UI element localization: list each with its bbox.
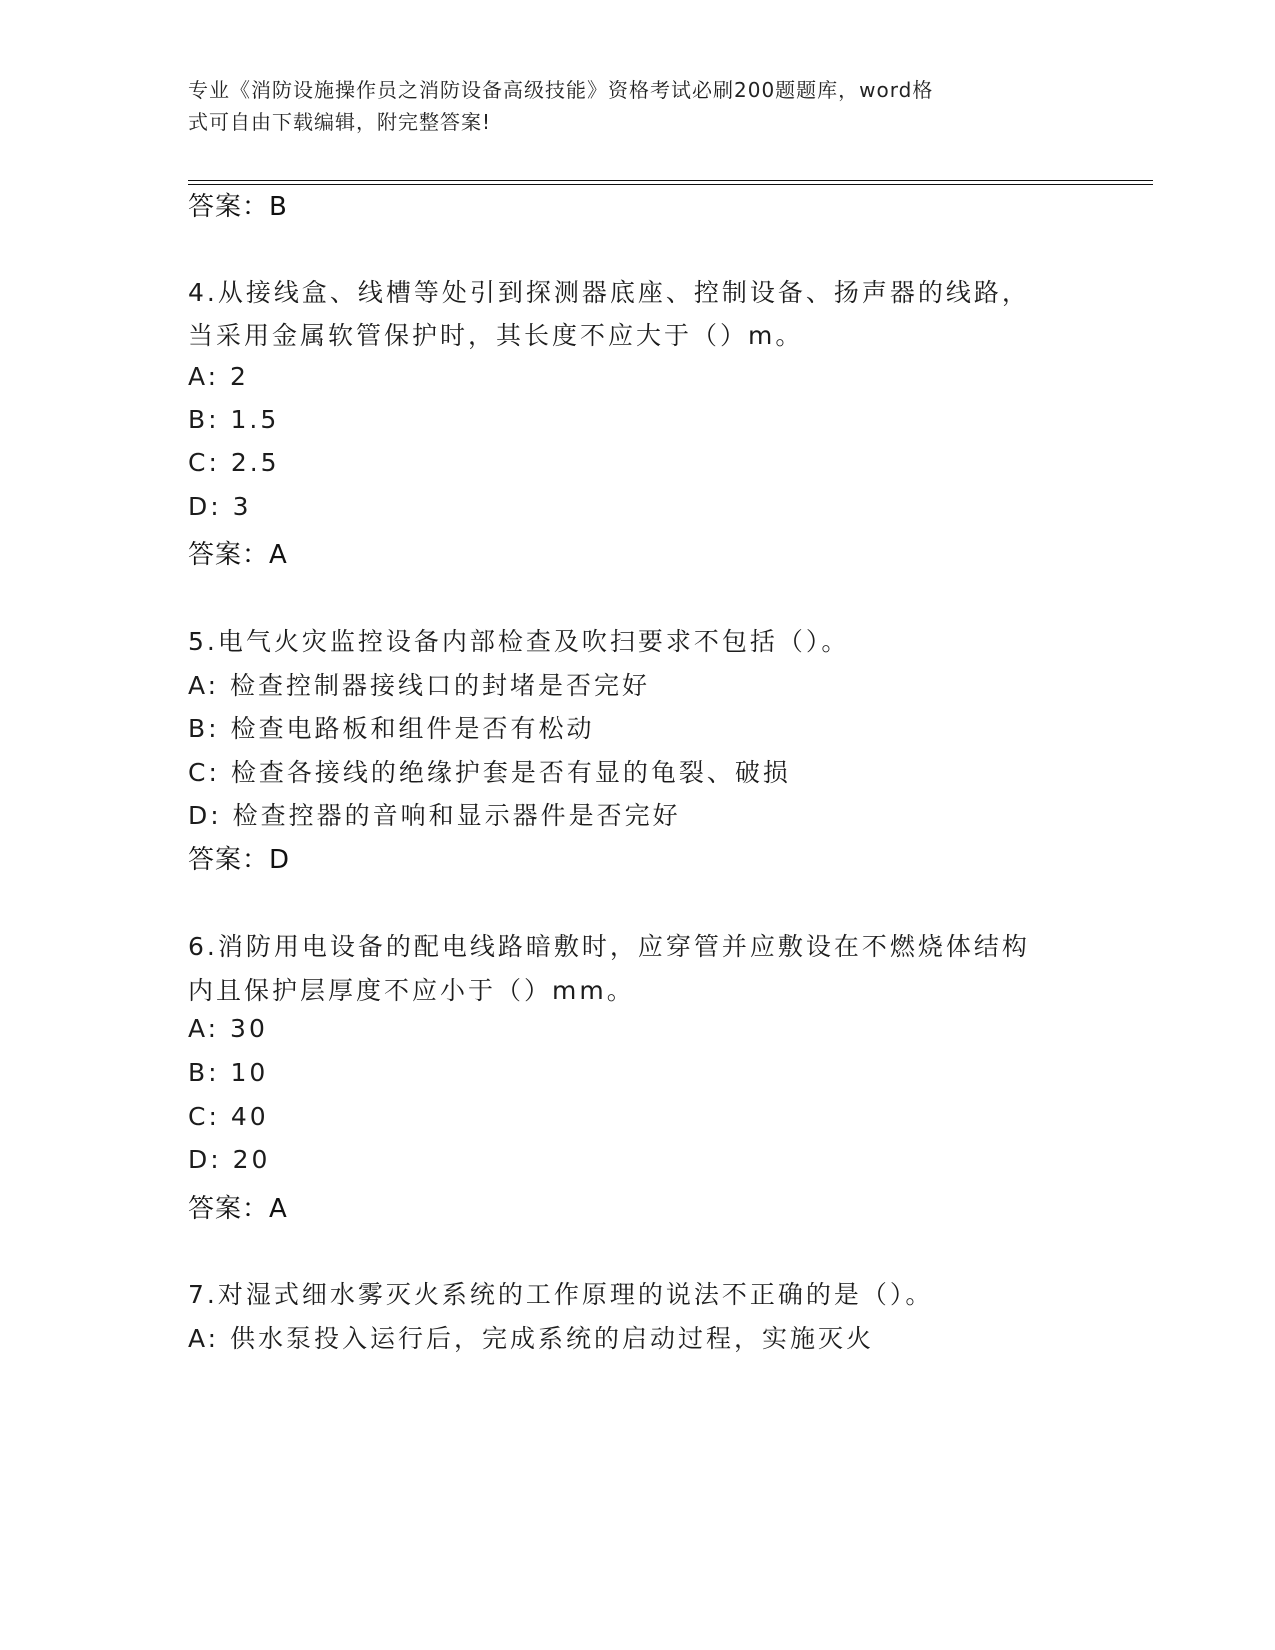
answer-q5: 答案：D bbox=[188, 845, 291, 875]
header-line-1: 专业《消防设施操作员之消防设备高级技能》资格考试必刷200题题库，word格 bbox=[188, 78, 934, 102]
question-4-option-d: D: 3 bbox=[188, 492, 252, 521]
question-4-option-c: C: 2.5 bbox=[188, 448, 280, 477]
header-line-2: 式可自由下载编辑，附完整答案! bbox=[188, 110, 492, 134]
answer-q4: 答案：A bbox=[188, 540, 288, 570]
question-4-option-b: B: 1.5 bbox=[188, 405, 280, 434]
question-6-option-b: B: 10 bbox=[188, 1058, 269, 1087]
question-6-stem-line-2: 内且保护层厚度不应小于（）mm。 bbox=[188, 976, 635, 1005]
question-5-stem-line-1: 5.电气火灾监控设备内部检查及吹扫要求不包括（）。 bbox=[188, 627, 850, 656]
question-6-option-d: D: 20 bbox=[188, 1145, 271, 1174]
question-5-option-a: A: 检查控制器接线口的封堵是否完好 bbox=[188, 671, 651, 700]
answer-q6: 答案：A bbox=[188, 1194, 288, 1224]
question-6-option-c: C: 40 bbox=[188, 1102, 269, 1131]
question-5-option-d: D: 检查控器的音响和显示器件是否完好 bbox=[188, 801, 681, 830]
question-7-stem-line-1: 7.对湿式细水雾灭火系统的工作原理的说法不正确的是（）。 bbox=[188, 1280, 934, 1309]
answer-q3: 答案：B bbox=[188, 192, 288, 222]
header-divider-top bbox=[188, 180, 1153, 181]
document-header bbox=[188, 74, 1068, 138]
question-4-stem-line-2: 当采用金属软管保护时，其长度不应大于（）m。 bbox=[188, 321, 804, 350]
question-6-option-a: A: 30 bbox=[188, 1014, 268, 1043]
header-divider-bottom bbox=[188, 184, 1153, 185]
question-7-option-a: A: 供水泵投入运行后，完成系统的启动过程，实施灭火 bbox=[188, 1324, 875, 1353]
question-4-option-a: A: 2 bbox=[188, 362, 249, 391]
question-5-option-c: C: 检查各接线的绝缘护套是否有显的龟裂、破损 bbox=[188, 758, 791, 787]
question-4-stem-line-1: 4.从接线盒、线槽等处引到探测器底座、控制设备、扬声器的线路， bbox=[188, 278, 1030, 307]
question-6-stem-line-1: 6.消防用电设备的配电线路暗敷时，应穿管并应敷设在不燃烧体结构 bbox=[188, 932, 1030, 961]
question-5-option-b: B: 检查电路板和组件是否有松动 bbox=[188, 714, 595, 743]
